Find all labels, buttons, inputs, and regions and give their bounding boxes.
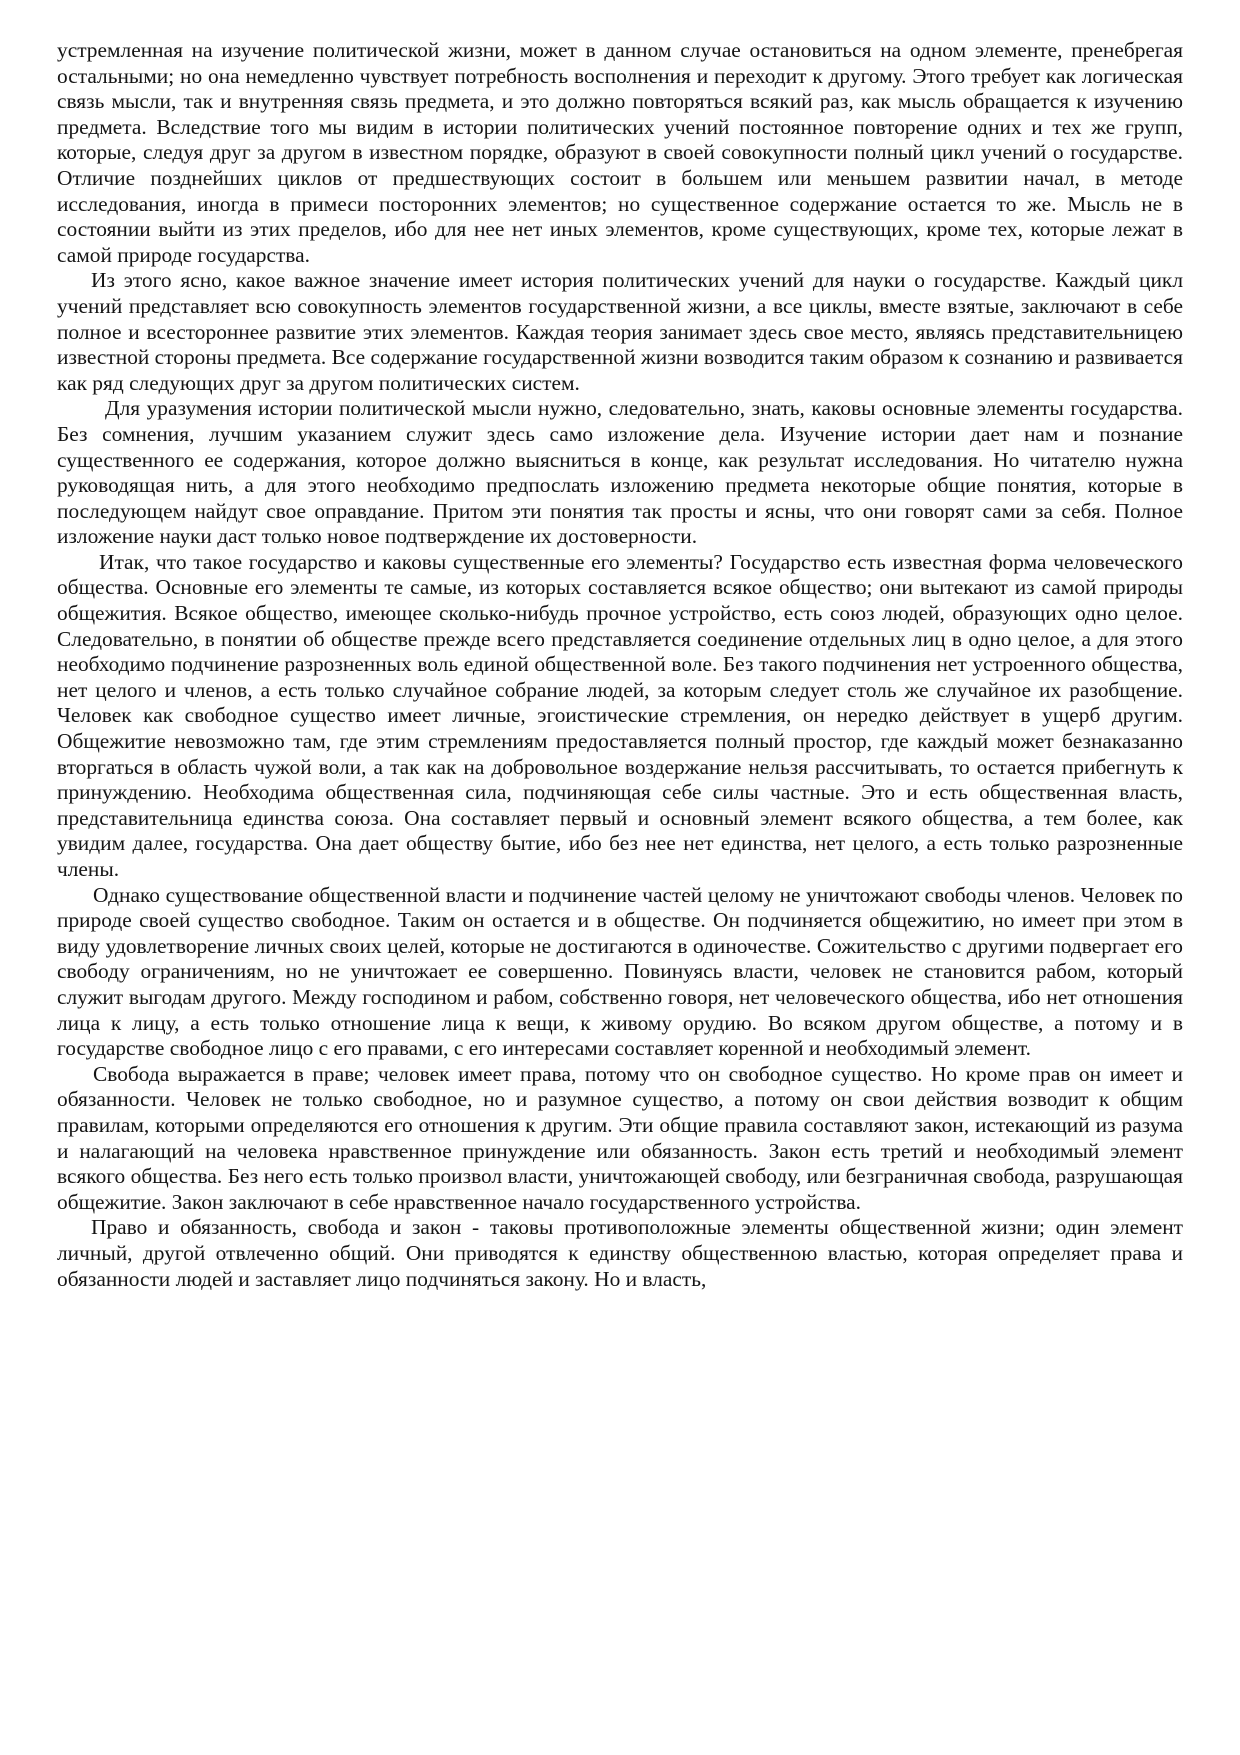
paragraph-6: Свобода выражается в праве; человек имеет права, потому что он свободное существо. Но кроме прав он имеет и обязанности. Человек не только свободное, но и разумное существо, а потому он свои действия возводит к общим правилам, которыми определяются его отношения к другим. Эти общие правила составляют закон, истекающий из разума и налагающий на человека нравственное принуждение или обязанность. Закон есть третий и необходимый элемент всякого общества. Без него есть только произвол власти, уничтожающей свободу, или безграничная свобода, разрушающая общежитие. Закон заключают в себе нравственное начало государственного устройства. <box>57 1061 1183 1214</box>
document-page <box>57 38 1183 1292</box>
paragraph-7: Право и обязанность, свобода и закон - таковы противоположные элементы общественной жизни; один элемент личный, другой отвлеченно общий. Они приводятся к единству общественною властью, которая определяет права и обязанности людей и заставляет лицо подчиняться закону. Но и власть, <box>57 1215 1183 1291</box>
paragraph-5: Однако существование общественной власти и подчинение частей целому не уничтожают свободы членов. Человек по природе своей существо свободное. Таким он остается и в обществе. Он подчиняется общежитию, но имеет при этом в виду удовлетворение личных своих целей, которые не достигаются в одиночестве. Сожительство с другими подвергает его свободу ограничениям, но не уничтожает ее совершенно. Повинуясь власти, человек не становится рабом, который служит выгодам другого. Между господином и рабом, собственно говоря, нет человеческого общества, ибо нет отношения лица к лицу, а есть только отношение лица к вещи, к живому орудию. Во всяком другом обществе, а потому и в государстве свободное лицо с его правами, с его интересами составляет коренной и необходимый элемент. <box>57 882 1183 1061</box>
paragraph-4: Итак, что такое государство и каковы существенные его элементы? Государство есть известная форма человеческого общества. Основные его элементы те самые, из которых составляется всякое общество; они вытекают из самой природы общежития. Всякое общество, имеющее сколько-нибудь прочное устройство, есть союз людей, образующих одно целое. Следовательно, в понятии об обществе прежде всего представляется соединение отдельных лиц в одно целое, а для этого необходимо подчинение разрозненных воль единой общественной воле. Без такого подчинения нет устроенного общества, нет целого и членов, а есть только случайное собрание людей, за которым следует столь же случайное их разобщение. Человек как свободное существо имеет личные, эгоистические стремления, он нередко действует в ущерб другим. Общежитие невозможно там, где этим стремлениям предоставляется полный простор, где каждый может безнаказанно вторгаться в область чужой воли, а так как на добровольное воздержание нельзя рассчитывать, то остается прибегнуть к принуждению. Необходима общественная сила, подчиняющая себе силы частные. Это и есть общественная власть, представительница единства союза. Она составляет первый и основный элемент всякого общества, а тем более, как увидим далее, государства. Она дает обществу бытие, ибо без нее нет единства, нет целого, а есть только разрозненные члены. <box>57 549 1183 881</box>
paragraph-1: устремленная на изучение политической жизни, может в данном случае остановиться на одном элементе, пренебрегая остальными; но она немедленно чувствует потребность восполнения и переходит к другому. Этого требует как логическая связь мысли, так и внутренняя связь предмета, и это должно повторяться всякий раз, как мысль обращается к изучению предмета. Вследствие того мы видим в истории политических учений постоянное повторение одних и тех же групп, которые, следуя друг за другом в известном порядке, образуют в своей совокупности полный цикл учений о государстве. Отличие позднейших циклов от предшествующих состоит в большем или меньшем развитии начал, в методе исследования, иногда в примеси посторонних элементов; но существенное содержание остается то же. Мысль не в состоянии выйти из этих пределов, ибо для нее нет иных элементов, кроме существующих, кроме тех, которые лежат в самой природе государства. <box>57 38 1183 267</box>
paragraph-2: Из этого ясно, какое важное значение имеет история политических учений для науки о государстве. Каждый цикл учений представляет всю совокупность элементов государственной жизни, а все циклы, вместе взятые, заключают в себе полное и всестороннее развитие этих элементов. Каждая теория занимает здесь свое место, являясь представительницею известной стороны предмета. Все содержание государственной жизни возводится таким образом к сознанию и развивается как ряд следующих друг за другом политических систем. <box>57 268 1183 395</box>
paragraph-3: Для уразумения истории политической мысли нужно, следовательно, знать, каковы основные элементы государства. Без сомнения, лучшим указанием служит здесь само изложение дела. Изучение истории дает нам и познание существенного ее содержания, которое должно выясниться в конце, как результат исследования. Но читателю нужна руководящая нить, а для этого необходимо предпослать изложению предмета некоторые общие понятия, которые в последующем найдут свое оправдание. Притом эти понятия так просты и ясны, что они говорят сами за себя. Полное изложение науки даст только новое подтверждение их достоверности. <box>57 396 1183 549</box>
